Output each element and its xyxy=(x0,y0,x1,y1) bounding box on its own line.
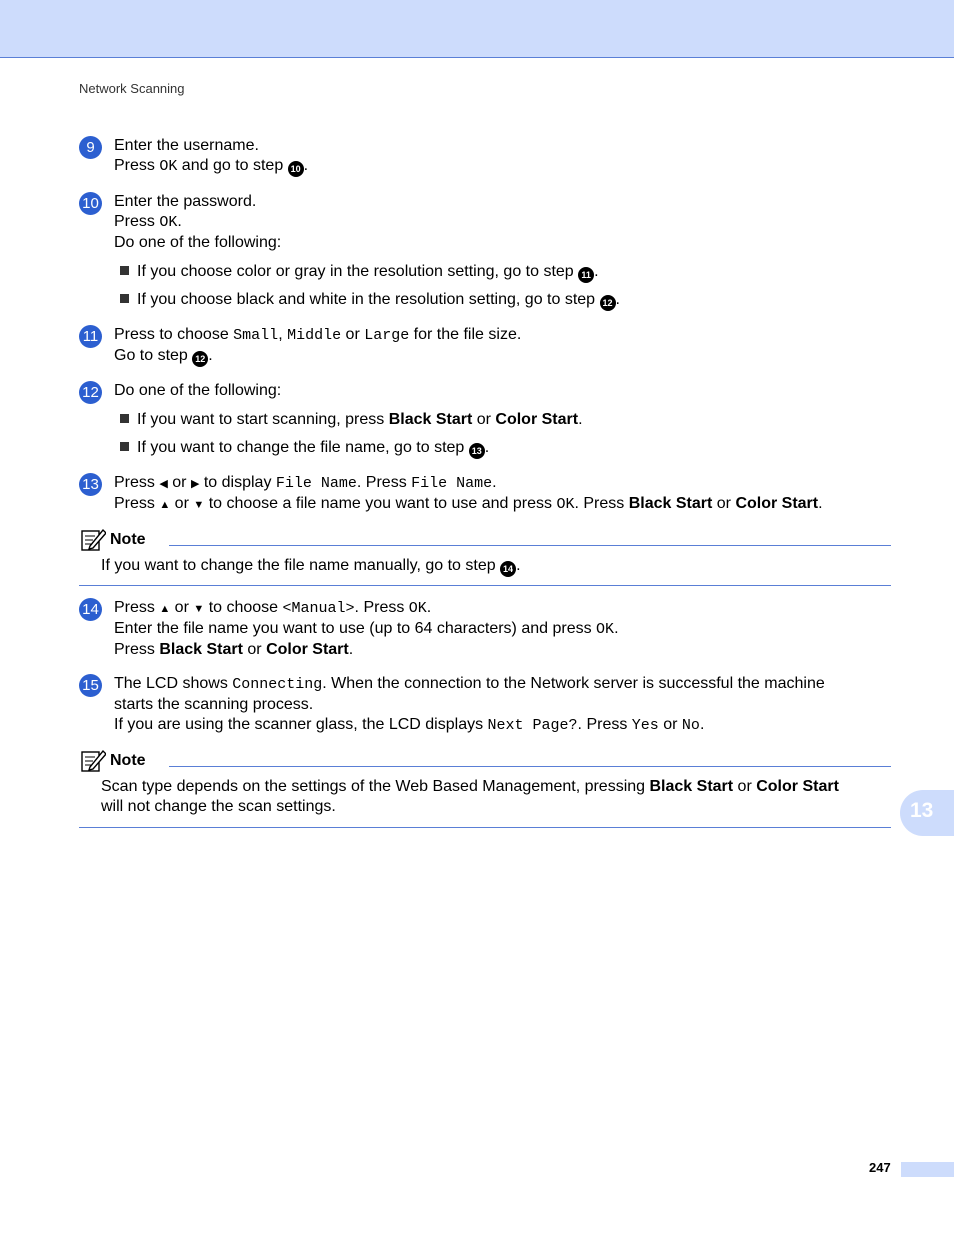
bullet-item: If you want to change the file name, go to step 13 . xyxy=(120,438,489,459)
step-number-badge: 11 xyxy=(79,325,102,348)
header-band xyxy=(0,0,954,58)
note-box xyxy=(79,527,891,587)
note-text: Scan type depends on the settings of the Web Based Management, pressing Black Start or Color Start will not change the scan settings. xyxy=(101,778,839,815)
step-text: starts the scanning process. xyxy=(114,696,314,713)
step-14 xyxy=(79,598,899,660)
step-text: Press ◀ or ▶ to display File Name. Press File Name. xyxy=(114,474,497,492)
up-arrow-icon: ▲ xyxy=(159,499,171,511)
bullet-item: If you choose black and white in the resolution setting, go to step 12 . xyxy=(120,290,620,311)
step-ref-badge: 11 xyxy=(578,267,594,283)
step-ref-badge: 12 xyxy=(600,295,616,311)
step-text: Press ▲ or ▼ to choose a file name you want to use and press OK. Press Black Start or Color Start. xyxy=(114,495,823,513)
step-13 xyxy=(79,473,899,515)
square-bullet-icon xyxy=(120,442,129,451)
left-arrow-icon: ◀ xyxy=(159,478,168,490)
step-11 xyxy=(79,325,899,367)
step-text: Enter the file name you want to use (up to 64 characters) and press OK. xyxy=(114,620,619,638)
square-bullet-icon xyxy=(120,294,129,303)
step-15 xyxy=(79,674,899,736)
step-number-badge: 9 xyxy=(79,136,102,159)
step-number-badge: 12 xyxy=(79,381,102,404)
step-text: Go to step 12 . xyxy=(114,346,899,367)
bullet-item: If you choose color or gray in the resolution setting, go to step 11 . xyxy=(120,262,599,283)
note-box xyxy=(79,748,891,830)
step-text: Press OK and go to step 10 . xyxy=(114,157,309,175)
step-text: Do one of the following: xyxy=(114,234,282,251)
divider xyxy=(79,827,891,828)
step-text: If you are using the scanner glass, the LCD displays Next Page?. Press Yes or No. xyxy=(114,716,705,734)
step-text: Press to choose Small, Middle or Large for the file size. xyxy=(114,326,522,344)
up-arrow-icon: ▲ xyxy=(159,603,171,615)
step-text: Do one of the following: xyxy=(114,382,282,399)
step-number-badge: 14 xyxy=(79,598,102,621)
note-label: Note xyxy=(110,531,146,548)
step-12 xyxy=(79,381,899,401)
note-text: If you want to change the file name manually, go to step 14 . xyxy=(101,556,891,577)
note-pencil-icon xyxy=(80,527,106,551)
down-arrow-icon: ▼ xyxy=(193,499,205,511)
step-ref-badge: 14 xyxy=(500,561,516,577)
step-text: Enter the password. xyxy=(114,193,257,210)
chapter-number: 13 xyxy=(910,799,934,822)
square-bullet-icon xyxy=(120,414,129,423)
note-pencil-icon xyxy=(80,748,106,772)
step-text: Press OK. xyxy=(114,213,182,231)
step-text: Press Black Start or Color Start. xyxy=(114,641,354,658)
step-number-badge: 10 xyxy=(79,192,102,215)
step-text: The LCD shows Connecting. When the connection to the Network server is successful the machine xyxy=(114,675,825,693)
running-head: Network Scanning xyxy=(79,81,185,96)
step-text: Enter the username. xyxy=(114,137,259,154)
divider xyxy=(79,585,891,586)
note-label: Note xyxy=(110,752,146,769)
divider xyxy=(169,545,891,546)
page-tab xyxy=(901,1162,954,1177)
step-ref-badge: 12 xyxy=(192,351,208,367)
page-number: 247 xyxy=(869,1160,891,1175)
step-9 xyxy=(79,136,899,177)
step-text: Press ▲ or ▼ to choose <Manual>. Press OK. xyxy=(114,599,432,617)
bullet-item: If you want to start scanning, press Black Start or Color Start. xyxy=(120,410,583,430)
step-number-badge: 15 xyxy=(79,674,102,697)
divider xyxy=(169,766,891,767)
step-10 xyxy=(79,192,899,253)
step-ref-badge: 10 xyxy=(288,161,304,177)
right-arrow-icon: ▶ xyxy=(190,478,200,490)
square-bullet-icon xyxy=(120,266,129,275)
step-number-badge: 13 xyxy=(79,473,102,496)
down-arrow-icon: ▼ xyxy=(193,603,205,615)
step-ref-badge: 13 xyxy=(469,443,485,459)
